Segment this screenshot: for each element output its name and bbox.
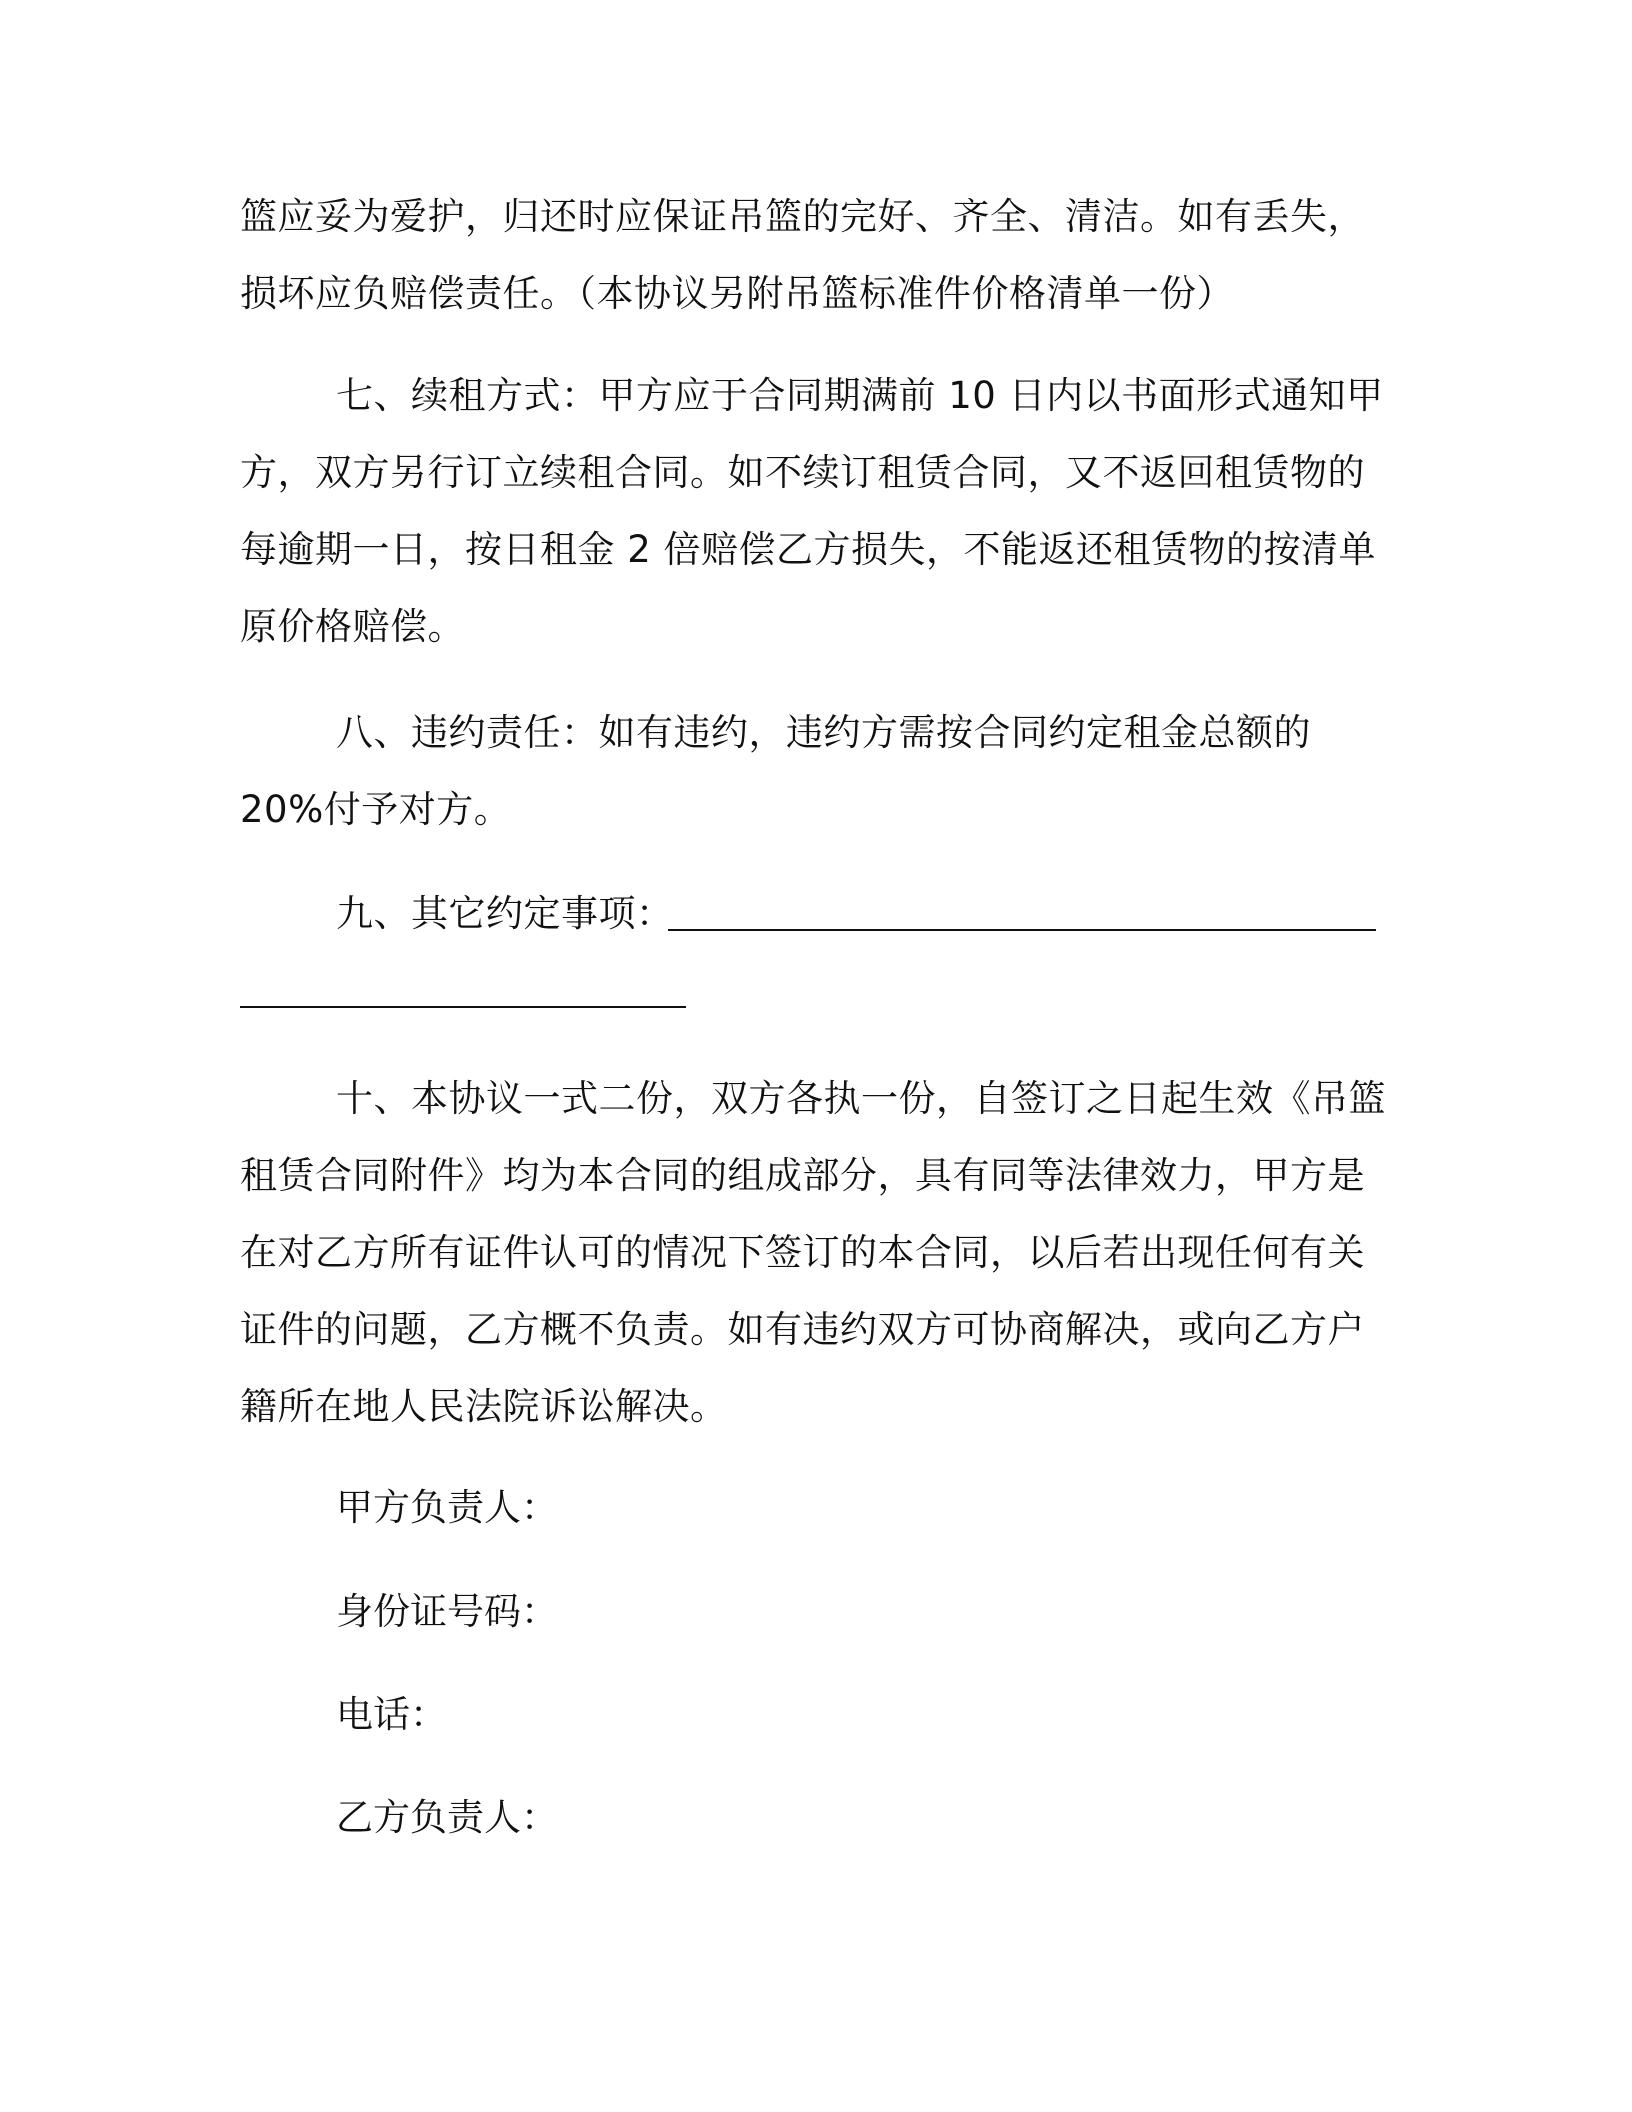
party-b-representative-label: 乙方负责人：	[336, 1796, 558, 1839]
clause-7: 七、续租方式：甲方应于合同期满前 10 日内以书面形式通知甲方，双方另行订立续租合同。如不续订租赁合同，又不返回租赁物的每逾期一日，按日租金 2 倍赔偿乙方损失，不能返还租赁物的按清单原价格赔偿。	[240, 374, 1384, 648]
clause-9-block	[240, 875, 1390, 952]
clause-9-blank-line	[668, 929, 1376, 931]
clause-8-block	[240, 694, 1390, 848]
phone-label: 电话：	[336, 1693, 447, 1736]
party-a-representative-label: 甲方负责人：	[336, 1486, 558, 1529]
id-number-label: 身份证号码：	[336, 1590, 558, 1633]
clause-10-block	[240, 1060, 1390, 1445]
paragraph-continuation-block	[240, 178, 1390, 332]
clause-9-label: 九、其它约定事项：	[336, 892, 674, 935]
clause-8: 八、违约责任：如有违约，违约方需按合同约定租金总额的 20%付予对方。	[240, 711, 1311, 831]
clause-7-block	[240, 357, 1390, 665]
clause-9-blank-line-2	[240, 1006, 686, 1008]
clause-10: 十、本协议一式二份，双方各执一份，自签订之日起生效《吊篮租赁合同附件》均为本合同的组成部分，具有同等法律效力，甲方是在对乙方所有证件认可的情况下签订的本合同，以后若出现任何有关证件的问题，乙方概不负责。如有违约双方可协商解决，或向乙方户籍所在地人民法院诉讼解决。	[240, 1077, 1386, 1428]
paragraph-continuation: 篮应妥为爱护，归还时应保证吊篮的完好、齐全、清洁。如有丢失，损坏应负赔偿责任。（本协议另附吊篮标准件价格清单一份）	[240, 195, 1365, 315]
